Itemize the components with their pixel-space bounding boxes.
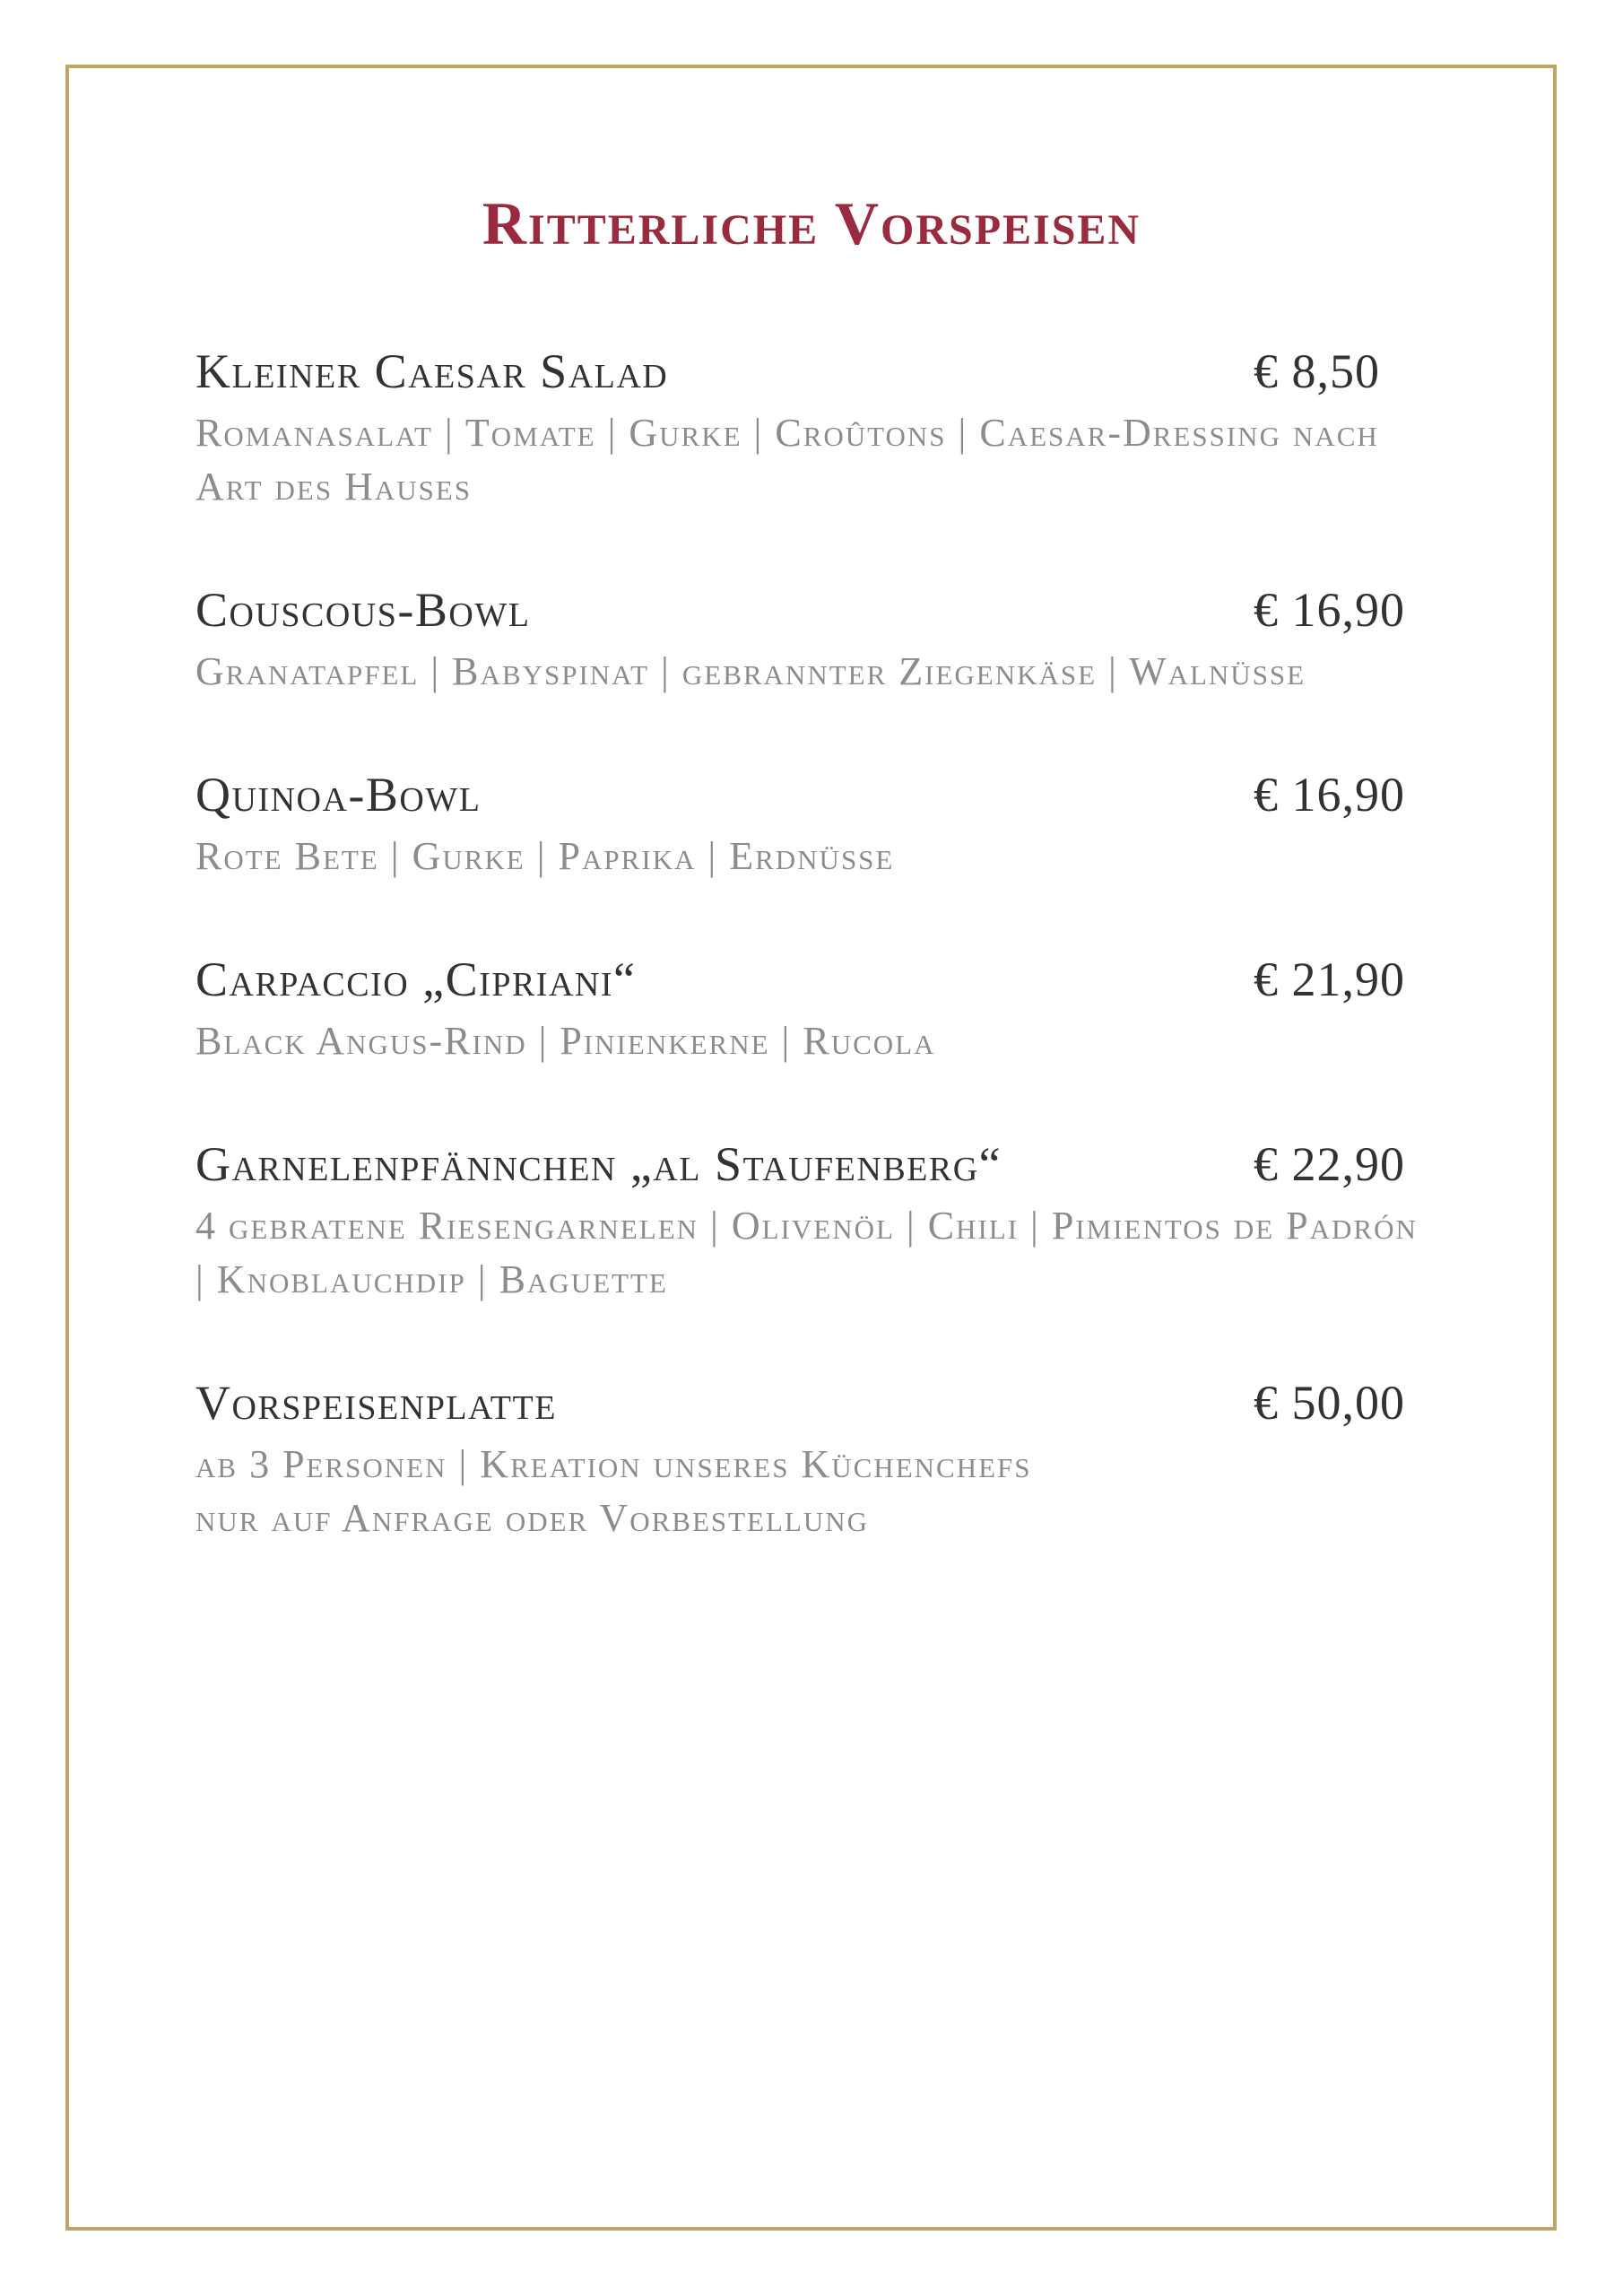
menu-item-head bbox=[195, 952, 1428, 1007]
menu-item-description: 4 gebratene Riesengarnelen | Olivenöl | Chili | Pimientos de Padrón | Knoblauchdip | Baguette bbox=[195, 1203, 1418, 1301]
menu-content bbox=[195, 190, 1428, 1613]
menu-item-quinoa-bowl bbox=[195, 767, 1428, 883]
menu-item-garnelenpfaennchen bbox=[195, 1136, 1428, 1307]
menu-item-head bbox=[195, 344, 1428, 399]
menu-item-couscous-bowl bbox=[195, 582, 1428, 699]
menu-item-name: Couscous-Bowl bbox=[195, 582, 531, 637]
menu-item-name: Garnelenpfännchen „al Staufenberg“ bbox=[195, 1136, 1002, 1191]
menu-item-kleiner-caesar-salad bbox=[195, 344, 1428, 514]
menu-item-name: Kleiner Caesar Salad bbox=[195, 344, 669, 398]
menu-item-head bbox=[195, 767, 1428, 822]
page-title: Ritterliche Vorspeisen bbox=[482, 189, 1141, 257]
menu-item-price: € 16,90 bbox=[1254, 767, 1405, 822]
menu-item-name: Quinoa-Bowl bbox=[195, 767, 482, 822]
menu-item-name: Carpaccio „Cipriani“ bbox=[195, 952, 637, 1006]
menu-item-description: Granatapfel | Babyspinat | gebrannter Ziegenkäse | Walnüsse bbox=[195, 648, 1306, 693]
menu-item-head bbox=[195, 1136, 1428, 1192]
menu-item-description: Romanasalat | Tomate | Gurke | Croûtons | Caesar-Dressing nach Art des Hauses bbox=[195, 410, 1379, 509]
menu-item-carpaccio-cipriani bbox=[195, 952, 1428, 1068]
menu-item-description: ab 3 Personen | Kreation unseres Küchenchefs bbox=[195, 1441, 1032, 1486]
menu-item-price: € 22,90 bbox=[1254, 1136, 1405, 1191]
menu-item-price: € 21,90 bbox=[1254, 952, 1405, 1006]
menu-item-price: € 50,00 bbox=[1254, 1375, 1405, 1430]
menu-item-head bbox=[195, 582, 1428, 638]
menu-item-vorspeisenplatte bbox=[195, 1375, 1428, 1545]
menu-item-price: € 16,90 bbox=[1254, 582, 1405, 637]
menu-item-description-line2: nur auf Anfrage oder Vorbestellung bbox=[195, 1495, 870, 1540]
menu-item-description: Rote Bete | Gurke | Paprika | Erdnüsse bbox=[195, 833, 895, 878]
menu-item-price: € 8,50 bbox=[1254, 344, 1380, 398]
menu-item-description: Black Angus-Rind | Pinienkerne | Rucola bbox=[195, 1018, 936, 1063]
menu-item-head bbox=[195, 1375, 1428, 1431]
menu-item-name: Vorspeisenplatte bbox=[195, 1375, 557, 1430]
